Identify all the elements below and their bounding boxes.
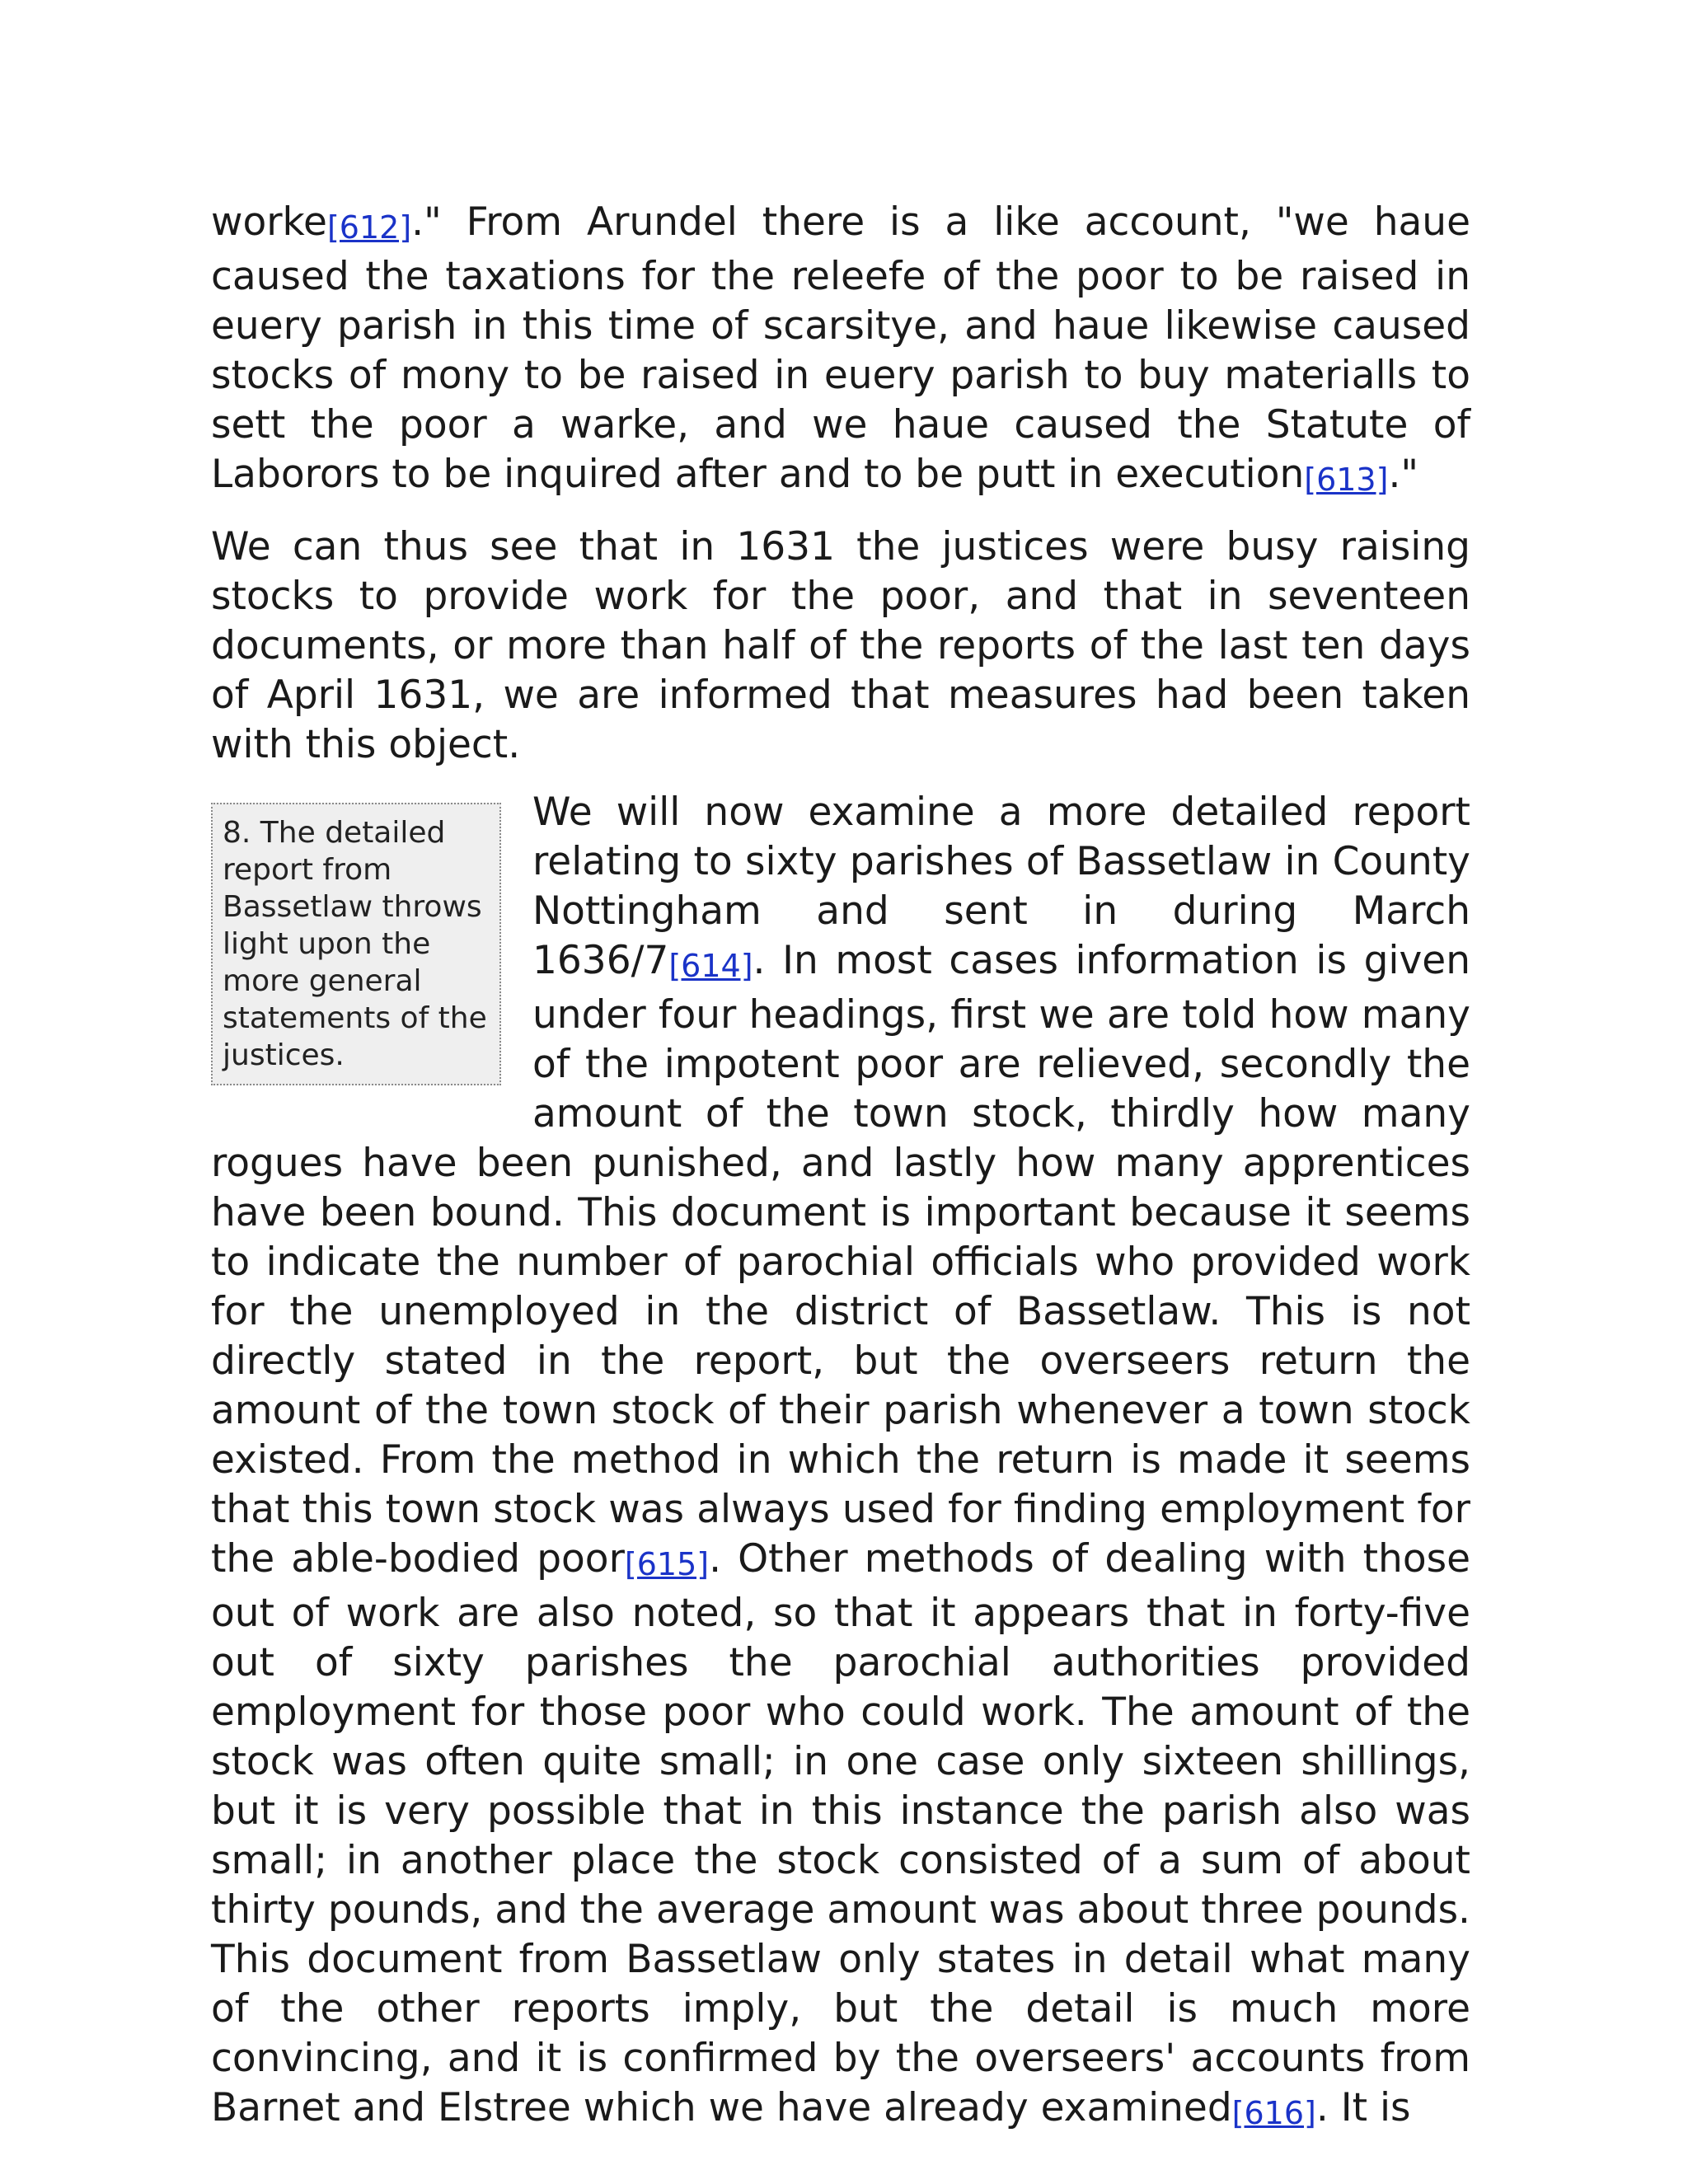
paragraph-3 (211, 788, 1470, 2138)
footnote-link-613[interactable]: [613] (1304, 462, 1389, 498)
footnote-link-614[interactable]: [614] (668, 948, 753, 984)
footnote-link-612[interactable]: [612] (326, 209, 412, 246)
paragraph-2 (211, 523, 1470, 770)
page-body (211, 198, 1470, 2156)
text-segment: . In most cases information is given under four headings, first we are told how many of the impotent poor are relieved, secondly the amount of the town stock, thirdly how many rogues have been punished, and lastly how many apprentices have been bound. This document is important because it seems to indicate the number of parochial officials who provided work for the unemployed in the district of Bassetlaw. This is not directly stated in the report, but the overseers return the amount of the town stock of their parish whenever a town stock existed. From the method in which the return is made it seems that this town stock was always used for finding employment for the able-bodied poor (211, 938, 1470, 1582)
paragraph-1 (211, 198, 1470, 504)
text-segment: . Other methods of dealing with those out of work are also noted, so that it appears that in forty-five out of sixty parishes the parochial authorities provided employment for those poor who could work. The amount of the stock was often quite small; in one case only sixteen shillings, but it is very possible that in this instance the parish also was small; in another place the stock consisted of a sum of about thirty pounds, and the average amount was about three pounds. This document from Bassetlaw only states in detail what many of the other reports imply, but the detail is much more convincing, and it is confirmed by the overseers' accounts from Barnet and Elstree which we have already examined (211, 1536, 1470, 2130)
text-segment: . It is (1315, 2085, 1411, 2130)
text-segment: We will now examine a more detailed report relating to sixty parishes of Bassetlaw in County Nottingham and sent in during March 1636/7 (532, 790, 1470, 983)
text-segment: ." From Arundel there is a like account, "we haue caused the taxations for the releefe of the poor to be raised in euery parish in this time of scarsitye, and haue likewise caused stocks of mony to be raised in euery parish to buy materialls to sett the poor a warke, and we haue caused the Statute of Laborors to be inquired after and to be putt in execution (211, 199, 1470, 497)
text-segment: worke (211, 199, 327, 245)
footnote-link-615[interactable]: [615] (624, 1546, 710, 1582)
text-segment: ." (1388, 452, 1418, 497)
sidenote: 8. The detailed report from Bassetlaw throws light upon the more general statements of the justices. (211, 803, 501, 1085)
footnote-link-616[interactable]: [616] (1231, 2095, 1316, 2131)
text-segment: We can thus see that in 1631 the justices were busy raising stocks to provide work for the poor, and that in seventeen documents, or more than half of the reports of the last ten days of April 1631, we are informed that measures had been taken with this object. (211, 524, 1470, 767)
